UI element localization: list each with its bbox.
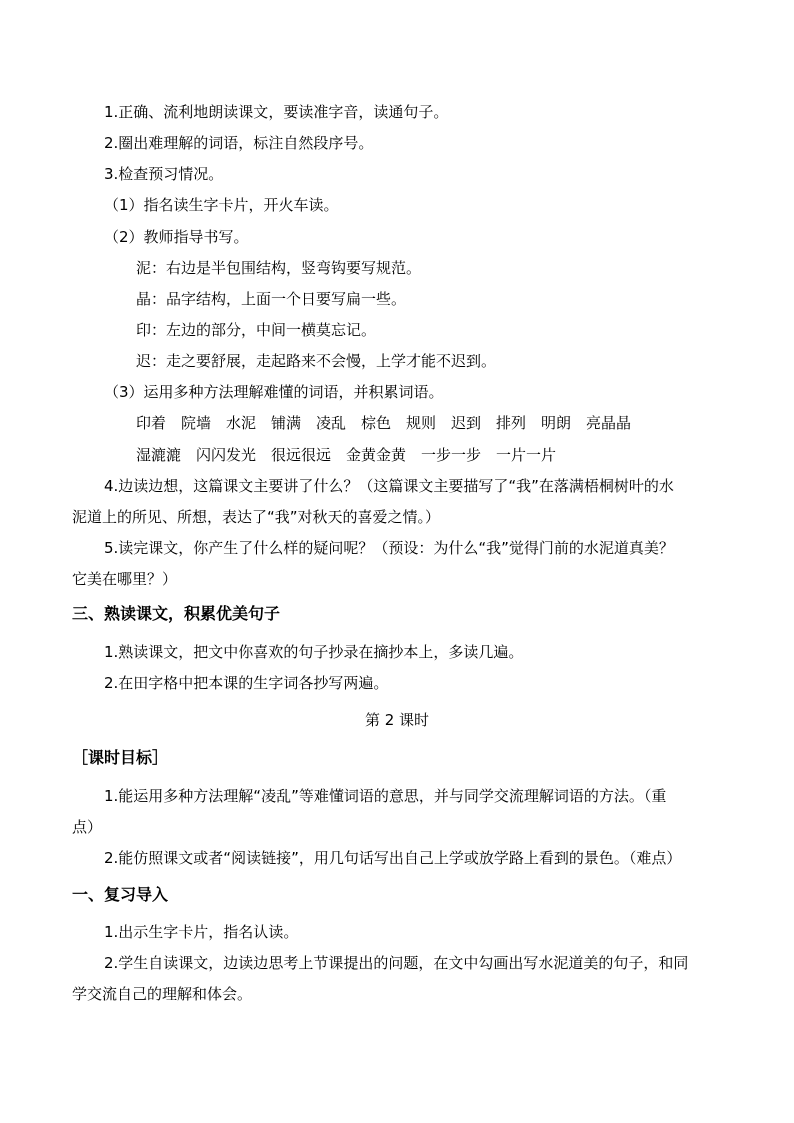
step-3: 3.检查预习情况。	[104, 165, 224, 183]
step-2: 2.圈出难理解的词语，标注自然段序号。	[104, 134, 374, 152]
objectives-heading: ［课时目标］	[72, 748, 169, 767]
step-4-line-1: 4.边读边想，这篇课文主要讲了什么？（这篇课文主要描写了“我”在落满梧桐树叶的水	[104, 477, 674, 495]
objective-2: 2.能仿照课文或者“阅读链接”，用几句话写出自己上学或放学路上看到的景色。（难点）	[104, 849, 682, 867]
sub-step-3: （3）运用多种方法理解难懂的词语，并积累词语。	[104, 383, 444, 401]
section-heading-1: 一、复习导入	[72, 885, 169, 904]
step-4-line-2: 泥道上的所见、所想，表达了“我”对秋天的喜爱之情。）	[72, 508, 441, 526]
vocabulary-row-1: 印着 院墙 水泥 铺满 凌乱 棕色 规则 迟到 排列 明朗 亮晶晶	[136, 414, 632, 432]
step-1: 1.正确、流利地朗读课文，要读准字音，读通句子。	[104, 103, 449, 121]
lesson-title: 第 2 课时	[364, 711, 430, 729]
writing-guide-ni: 泥：右边是半包围结构，竖弯钩要写规范。	[136, 259, 422, 277]
step-5-line-1: 5.读完课文，你产生了什么样的疑问呢？（预设：为什么“我”觉得门前的水泥道真美？	[104, 539, 674, 557]
review-step-2-line-2: 学交流自己的理解和体会。	[72, 985, 253, 1003]
section-3-step-2: 2.在田字格中把本课的生字词各抄写两遍。	[104, 674, 389, 692]
writing-guide-jing: 晶：品字结构，上面一个日要写扁一些。	[136, 290, 407, 308]
sub-step-2: （2）教师指导书写。	[104, 228, 249, 246]
review-step-1: 1.出示生字卡片，指名认读。	[104, 923, 299, 941]
objective-1-line-2: 点）	[72, 818, 103, 836]
vocabulary-row-2: 湿漉漉 闪闪发光 很远很远 金黄金黄 一步一步 一片一片	[136, 446, 557, 464]
writing-guide-yin: 印：左边的部分，中间一横莫忘记。	[136, 321, 377, 339]
writing-guide-chi: 迟：走之要舒展，走起路来不会慢，上学才能不迟到。	[136, 352, 497, 370]
section-3-step-1: 1.熟读课文，把文中你喜欢的句子抄录在摘抄本上，多读几遍。	[104, 643, 524, 661]
sub-step-1: （1）指名读生字卡片，开火车读。	[104, 196, 339, 214]
step-5-line-2: 它美在哪里？）	[72, 570, 178, 588]
section-heading-3: 三、熟读课文，积累优美句子	[72, 604, 281, 623]
review-step-2-line-1: 2.学生自读课文，边读边思考上节课提出的问题，在文中勾画出写水泥道美的句子，和同	[104, 954, 689, 972]
objective-1-line-1: 1.能运用多种方法理解“凌乱”等难懂词语的意思，并与同学交流理解词语的方法。（重	[104, 787, 667, 805]
